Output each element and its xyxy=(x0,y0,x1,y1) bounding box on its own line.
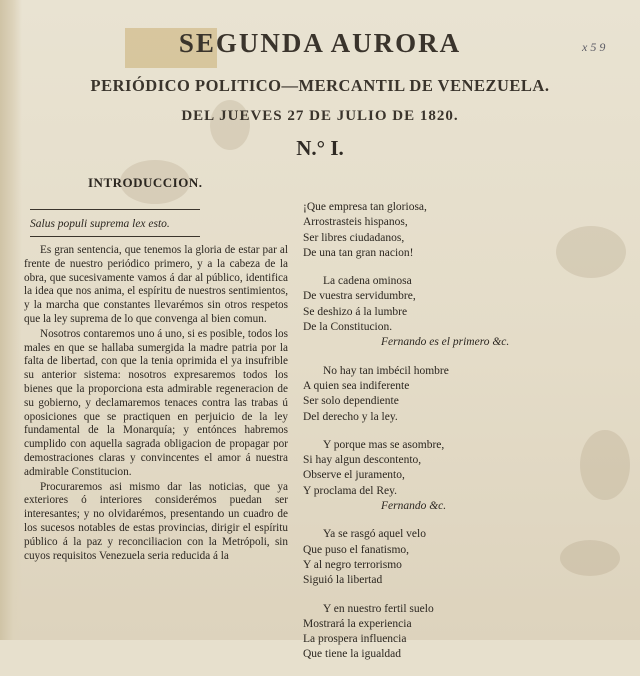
paper-stain xyxy=(556,226,626,278)
poem-stanza xyxy=(303,602,523,663)
intro-heading: INTRODUCCION. xyxy=(88,175,203,190)
poem-verse: Mostrará la experiencia xyxy=(303,617,412,630)
poem-verse: De vuestra servidumbre, xyxy=(303,290,416,303)
page-edge-shadow xyxy=(0,0,22,640)
poem-verse: Y al negro terrorismo xyxy=(303,558,402,571)
intro-paragraph: Nosotros contaremos uno á uno, si es posible, todos los males en que se hallaba sumergida la madre patria por la falta de libertad, con que la tenia oprimida el ya insufrible su anterior sistema: nosotros expresaremos todos los bienes que la proporciona esta admirable regeneracion de su gobierno, y declamaremos tenaces contra las trabas ú oposiciones que se practiquen en perjuicio de la ley fundamental de la Monarquía; y entónces habremos cumplido con aquella sagrada obligacion de propagar por demostraciones claras y convincentes el amor á nuestra admirable Constitucion. xyxy=(24,327,288,478)
poem-refrain: Fernando es el primero &c. xyxy=(381,336,510,349)
poem-verse: Ya se rasgó aquel velo xyxy=(323,528,426,541)
poem-refrain: Fernando &c. xyxy=(381,500,447,513)
intro-paragraph: Es gran sentencia, que tenemos la gloria de estar par al frente de nuestro periódico primero, y a la cabeza de la obra, que sucesivamente vamos á dar al público, identifica la idea que nos anima, el espíritu de nuestros sentimientos, y la marcha que constantes llevarémos sin otros respetos que la ley suprema de lo que convenga al bien comun. xyxy=(24,244,288,325)
poem-verse: De la Constitucion. xyxy=(303,321,393,334)
heading-rule xyxy=(30,209,200,210)
poem-verse: La cadena ominosa xyxy=(323,275,412,288)
intro-paragraph: Procuraremos asi mismo dar las noticias, que ya exteriores ó interiores considerémos puedan ser interesantes; y no olvidarémos, presentando un cuadro de los sucesos notables de estas provincias, dirigir el espíritu público á la paz y reconciliacion con la Metrópoli, sin cuyos requisitos Venezuela seria reducida á la xyxy=(24,480,288,562)
masthead-title: SEGUNDA AURORA xyxy=(178,28,462,58)
poem-verse: Ser libres ciudadanos, xyxy=(303,231,405,244)
poem-verse: Observe el juramento, xyxy=(303,469,405,482)
intro-column xyxy=(24,244,288,564)
motto-rule xyxy=(30,236,200,237)
intro-motto: Salus populi suprema lex esto. xyxy=(30,218,170,230)
poem-verse: De una tan gran nacion! xyxy=(303,246,414,259)
poem-verse: No hay tan imbécil hombre xyxy=(323,364,449,377)
paper-stain xyxy=(560,540,620,576)
poem-verse: ¡Que empresa tan gloriosa, xyxy=(303,201,427,213)
poem-verse: Se deshizo á la lumbre xyxy=(303,305,408,318)
poem-verse: Y en nuestro fertil suelo xyxy=(323,602,434,615)
poem-verse: Ser solo dependiente xyxy=(303,395,399,408)
issue-number: N.° I. xyxy=(296,136,344,160)
poem-stanza xyxy=(303,274,523,350)
masthead-subtitle: PERIÓDICO POLITICO—MERCANTIL DE VENEZUELA. xyxy=(90,76,550,95)
poem-stanza xyxy=(303,438,523,514)
poem-verse: Que puso el fanatismo, xyxy=(303,543,410,556)
poem-verse: Del derecho y la ley. xyxy=(303,410,398,423)
poem-verse: Que tiene la igualdad xyxy=(303,648,402,661)
poem-column xyxy=(303,200,523,676)
handwritten-margin-note: x 5 9 xyxy=(582,40,606,54)
issue-date: DEL JUEVES 27 DE JULIO DE 1820. xyxy=(181,108,459,124)
paper-stain xyxy=(580,430,630,500)
poem-verse: Y porque mas se asombre, xyxy=(323,438,445,451)
poem-verse: A quien sea indiferente xyxy=(303,379,410,392)
poem-stanza xyxy=(303,200,523,261)
poem-stanza xyxy=(303,527,523,588)
poem-stanza xyxy=(303,364,523,425)
poem-verse: Si hay algun descontento, xyxy=(303,454,422,467)
poem-verse: Arrostrasteis hispanos, xyxy=(303,216,408,229)
poem-verse: Y proclama del Rey. xyxy=(303,484,397,497)
poem-verse: La prospera influencia xyxy=(303,633,407,646)
poem-verse: Siguió la libertad xyxy=(303,574,383,587)
